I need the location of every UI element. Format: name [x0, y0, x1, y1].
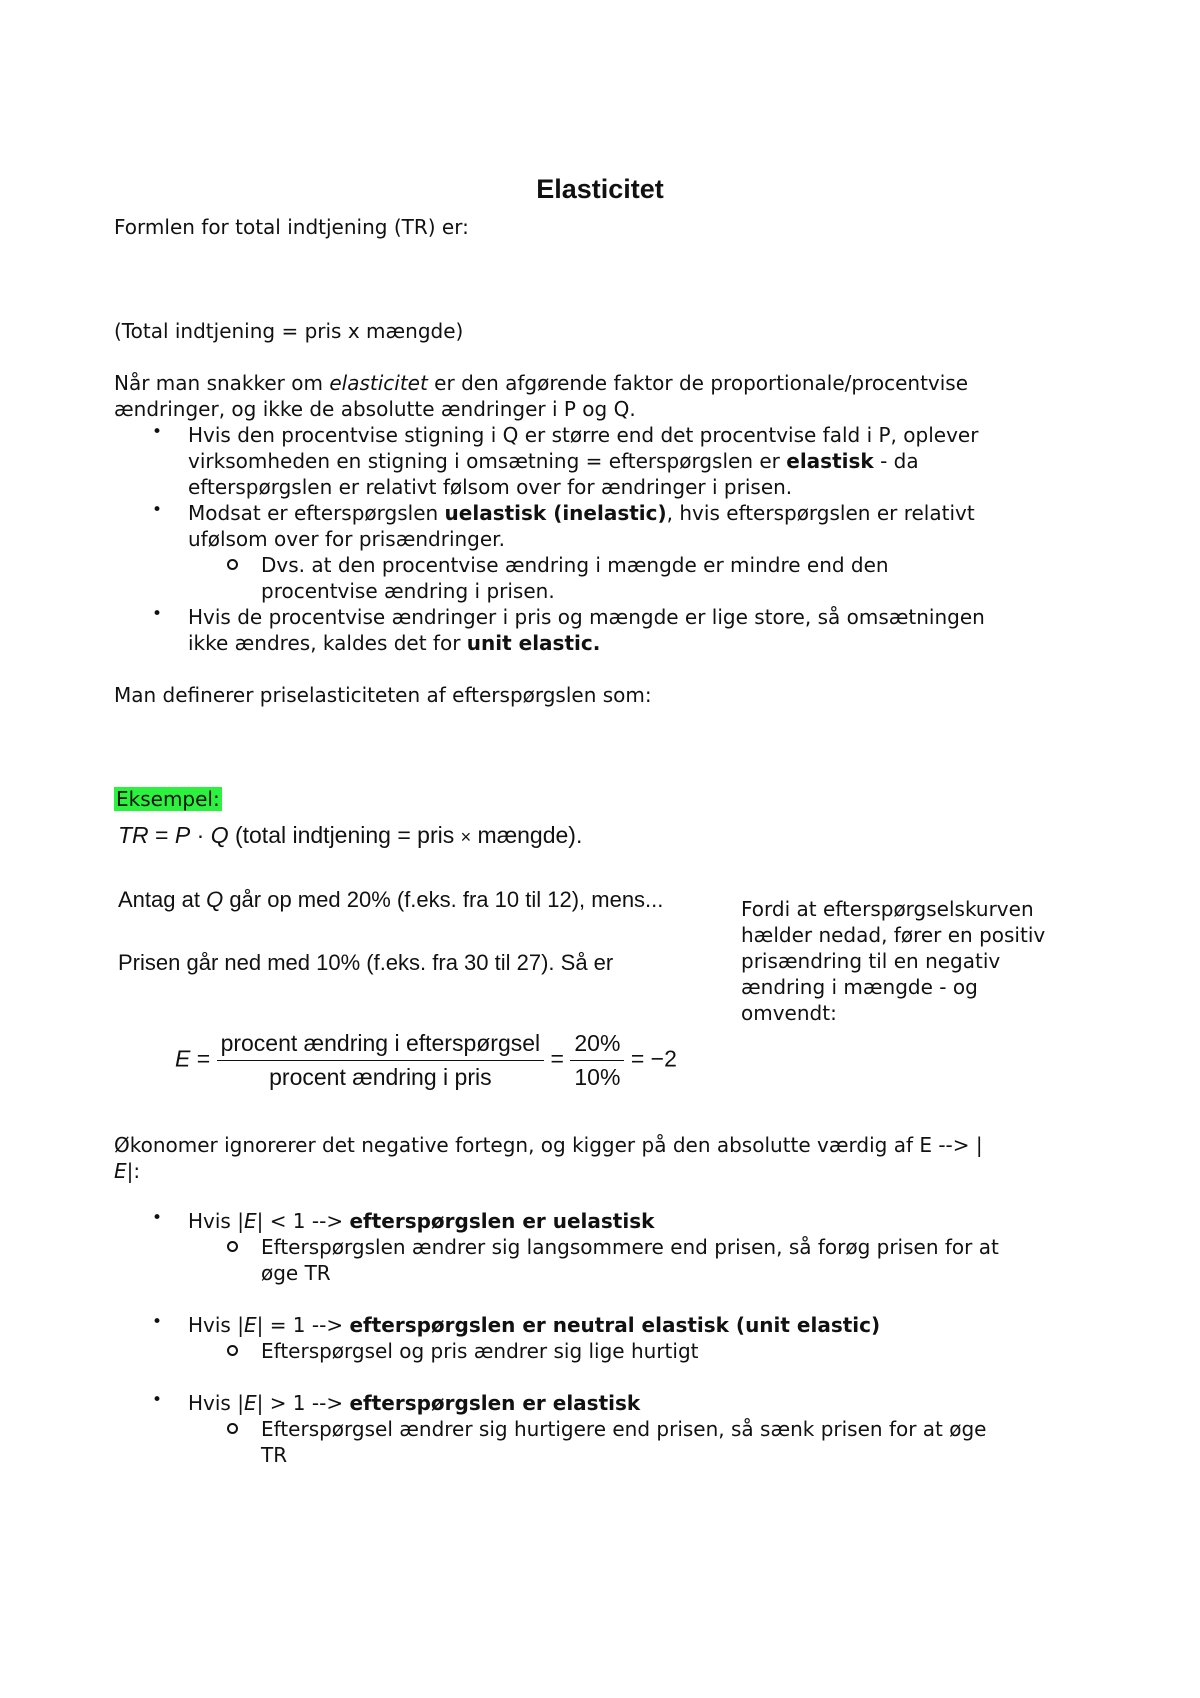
- bullet-icon: •: [152, 1208, 163, 1228]
- sub-bullet-circle-icon: [227, 559, 238, 570]
- tr-note: (Total indtjening = pris x mængde): [114, 319, 464, 343]
- definition-text: Man definerer priselasticiteten af efterspørgslen som:: [114, 683, 652, 707]
- math-op: ·: [190, 822, 211, 848]
- bullet-text: Hvis de procentvise ændringer i pris og mængde er lige store, så omsætningen: [188, 605, 985, 629]
- math-var: E: [175, 1045, 191, 1072]
- text-span: (total indtjening = pris: [228, 822, 461, 848]
- text-span: er den afgørende faktor de proportionale/procentvise: [427, 371, 969, 395]
- bullet-text: ufølsom over for prisændringer.: [188, 527, 505, 551]
- text-span: |:: [126, 1159, 141, 1183]
- text-span: mængde).: [471, 822, 583, 848]
- fraction-numerator: procent ændring i efterspørgsel: [217, 1030, 545, 1061]
- sub-bullet-text: Dvs. at den procentvise ændring i mængde er mindre end den: [261, 553, 889, 577]
- bullet-icon: •: [152, 604, 163, 624]
- bullet-icon: •: [152, 1312, 163, 1332]
- side-note: [741, 896, 1045, 1026]
- fraction-denominator: procent ændring i pris: [269, 1064, 492, 1090]
- elasticity-equation: [175, 1030, 677, 1091]
- bullet-icon: •: [152, 1390, 163, 1410]
- bold-text: efterspørgslen er uelastisk: [349, 1209, 655, 1233]
- example-label: [114, 786, 222, 812]
- intro-text: Formlen for total indtjening (TR) er:: [114, 215, 469, 239]
- bullet-text: [188, 500, 975, 526]
- math-var: TR: [118, 822, 149, 848]
- paragraph-line: [114, 370, 968, 396]
- sub-bullet-text: øge TR: [261, 1261, 331, 1285]
- text-span: | = 1 -->: [256, 1313, 350, 1337]
- math-var: Q: [206, 887, 224, 912]
- math-op: ×: [460, 827, 472, 847]
- math-var: E: [114, 1159, 127, 1183]
- side-note-line: Fordi at efterspørgselskurven: [741, 897, 1034, 921]
- math-op: =: [544, 1045, 571, 1072]
- bold-text: uelastisk (inelastic): [444, 501, 667, 525]
- side-note-line: ændring i mængde - og: [741, 975, 978, 999]
- paragraph-line: [114, 1158, 140, 1184]
- fraction: [217, 1030, 545, 1091]
- math-var: E: [243, 1391, 257, 1415]
- math-var: Q: [210, 822, 229, 848]
- bold-text: efterspørgslen er neutral elastisk (unit elastic): [349, 1313, 881, 1337]
- rule-text: [188, 1208, 654, 1234]
- bold-text: unit elastic.: [466, 631, 601, 655]
- bullet-text: Hvis den procentvise stigning i Q er større end det procentvise fald i P, oplever: [188, 423, 979, 447]
- fraction-denominator: 10%: [574, 1064, 621, 1090]
- math-var: E: [243, 1209, 257, 1233]
- sub-bullet-text: Efterspørgslen ændrer sig langsommere end prisen, så forøg prisen for at: [261, 1235, 999, 1259]
- text-span: ikke ændres, kaldes det for: [188, 631, 467, 655]
- math-var: E: [243, 1313, 257, 1337]
- text-span: Hvis |: [188, 1313, 244, 1337]
- sub-bullet-text: procentvise ændring i prisen.: [261, 579, 555, 603]
- sub-bullet-text: Efterspørgsel ændrer sig hurtigere end prisen, så sænk prisen for at øge: [261, 1417, 987, 1441]
- side-note-line: omvendt:: [741, 1001, 837, 1025]
- bold-text: efterspørgslen er elastisk: [349, 1391, 641, 1415]
- text-span: går op med 20% (f.eks. fra 10 til 12), mens...: [223, 887, 664, 912]
- text-span: virksomheden en stigning i omsætning = efterspørgslen er: [188, 449, 787, 473]
- sub-bullet-circle-icon: [227, 1345, 238, 1356]
- text-span: Når man snakker om: [114, 371, 330, 395]
- rule-text: [188, 1312, 880, 1338]
- figure-line-price: Prisen går ned med 10% (f.eks. fra 30 til 27). Så er: [118, 950, 614, 975]
- paragraph-line: ændringer, og ikke de absolutte ændringer i P og Q.: [114, 397, 636, 421]
- text-span: Hvis |: [188, 1391, 244, 1415]
- math-op: =: [190, 1045, 217, 1072]
- highlighted-text: Eksempel:: [116, 787, 220, 811]
- bullet-icon: •: [152, 500, 163, 520]
- emphasis-text: elasticitet: [329, 371, 428, 395]
- math-op: = −2: [624, 1045, 677, 1072]
- text-span: Antag at: [118, 887, 207, 912]
- figure-line-assume: [118, 887, 663, 913]
- text-span: Modsat er efterspørgslen: [188, 501, 445, 525]
- bullet-text: efterspørgslen er relativt følsom over for ændringer i prisen.: [188, 475, 793, 499]
- sub-bullet-text: TR: [261, 1443, 288, 1467]
- fraction: [570, 1030, 624, 1091]
- bullet-text: [188, 630, 600, 656]
- text-span: , hvis efterspørgslen er relativt: [666, 501, 975, 525]
- fraction-numerator: 20%: [570, 1030, 624, 1061]
- sub-bullet-circle-icon: [227, 1423, 238, 1434]
- side-note-line: hælder nedad, fører en positiv: [741, 923, 1046, 947]
- text-span: Hvis |: [188, 1209, 244, 1233]
- text-span: - da: [873, 449, 919, 473]
- sub-bullet-circle-icon: [227, 1241, 238, 1252]
- document-title: Elasticitet: [536, 174, 664, 204]
- text-span: | < 1 -->: [256, 1209, 350, 1233]
- sub-bullet-text: Efterspørgsel og pris ændrer sig lige hurtigt: [261, 1339, 699, 1363]
- side-note-line: prisændring til en negativ: [741, 949, 1001, 973]
- paragraph-line: Økonomer ignorerer det negative fortegn, og kigger på den absolutte værdig af E --> |: [114, 1133, 983, 1157]
- bold-text: elastisk: [786, 449, 874, 473]
- text-span: | > 1 -->: [256, 1391, 350, 1415]
- bullet-icon: •: [152, 422, 163, 442]
- math-op: =: [148, 822, 175, 848]
- rule-text: [188, 1390, 640, 1416]
- bullet-text: [188, 448, 919, 474]
- math-var: P: [174, 822, 191, 848]
- figure-line-tr: [118, 822, 582, 849]
